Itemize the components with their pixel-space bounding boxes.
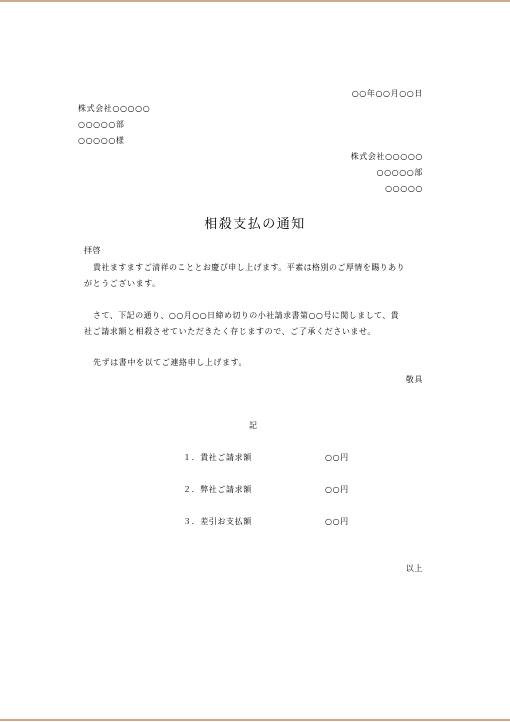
sender-department: ○○○○○部 [376, 168, 423, 177]
item-1-label: １．貴社ご請求額 [183, 453, 252, 462]
page-bottom-border [0, 719, 510, 721]
recipient-company: 株式会社○○○○○ [78, 104, 151, 113]
recipient-person: ○○○○○様 [78, 136, 125, 145]
document-date: ○○年○○月○○日 [351, 89, 423, 98]
item-2-label: ２．弊社ご請求額 [183, 485, 252, 494]
ki-heading: 記 [249, 421, 258, 430]
end-ijou: 以上 [405, 564, 423, 573]
item-2-amount: ○○円 [325, 485, 349, 494]
paragraph-2-line-1: さて、下記の通り、○○月○○日締め切りの小社請求書第○○号に関しまして、貴 [93, 311, 400, 320]
paragraph-3: 先ずは書中を以てご連絡申し上げます。 [93, 358, 248, 367]
recipient-department: ○○○○○部 [78, 120, 125, 129]
paragraph-2-line-2: 社ご請求額と相殺させていただきたく存じますので、ご了承くださいませ。 [84, 327, 376, 336]
sender-company: 株式会社○○○○○ [350, 152, 423, 161]
item-1-amount: ○○円 [325, 453, 349, 462]
paragraph-1-line-2: がとうございます。 [84, 279, 161, 288]
closing-keigu: 敬具 [405, 375, 423, 384]
document-title: 相殺支払の通知 [204, 217, 306, 232]
paragraph-1-line-1: 貴社ますますご清祥のこととお慶び申し上げます。平素は格別のご厚情を賜りあり [93, 263, 406, 272]
item-3-amount: ○○円 [325, 517, 349, 526]
sender-person: ○○○○○ [385, 184, 423, 193]
item-3-label: ３．差引お支払額 [183, 517, 252, 526]
greeting: 拝啓 [84, 246, 102, 255]
